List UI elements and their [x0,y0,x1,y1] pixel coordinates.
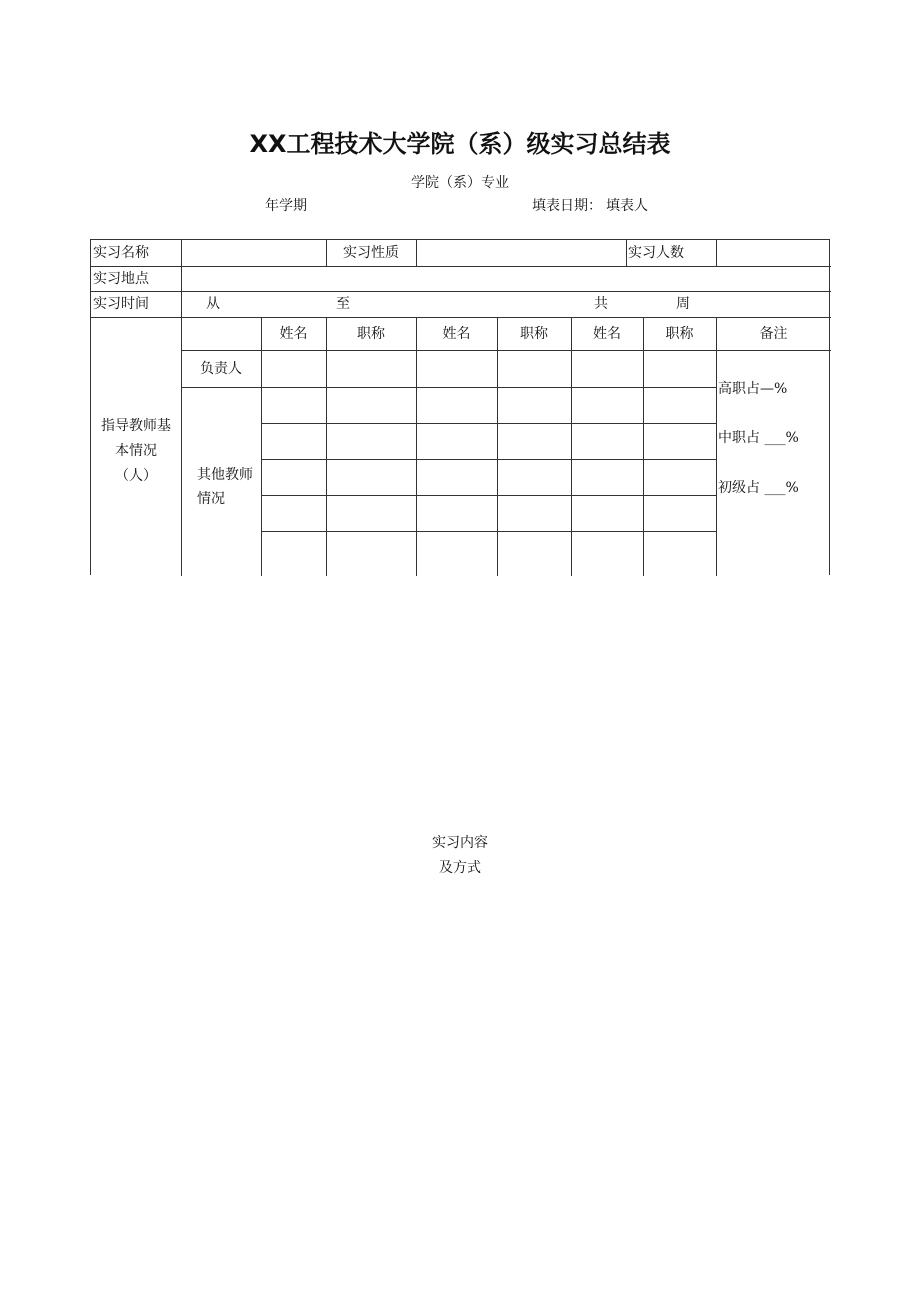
middle-ratio-remark: 中职占 ___% [718,430,799,446]
col-header-name: 姓名 [442,326,471,342]
college-major-line: 学院（系）专业 [411,175,509,191]
col-header-title: 职称 [520,326,548,342]
practice-content-label-line: 及方式 [439,860,481,876]
filler-label: 填表人 [606,198,648,214]
summary-table [90,239,830,575]
col-header-name: 姓名 [593,326,621,342]
teacher-section-label-line: 指导教师基 [101,418,171,434]
col-header-name: 姓名 [279,326,308,342]
practice-count-label: 实习人数 [628,245,684,261]
practice-nature-label: 实习性质 [343,245,399,261]
practice-location-label: 实习地点 [93,271,149,287]
junior-ratio-remark: 初级占 ___% [718,480,799,496]
row-divider [91,266,831,267]
col-divider [716,317,717,576]
col-divider [326,317,327,576]
row-divider [716,350,831,351]
col-divider [416,317,417,576]
col-divider [497,317,498,576]
teacher-section-label-line: （人） [115,468,157,484]
to-label: 至 [336,296,350,312]
row-divider [91,317,831,318]
practice-name-label: 实习名称 [93,245,149,261]
col-header-title: 职称 [665,326,694,342]
col-divider [643,317,644,576]
leader-label: 负责人 [200,361,242,377]
other-teachers-label-line: 情况 [197,491,225,507]
col-divider [626,240,627,266]
col-header-title: 职称 [357,326,385,342]
row-divider [91,291,831,292]
fill-date-label: 填表日期： [532,198,602,214]
teacher-section-label [91,414,181,489]
row-divider [261,423,716,424]
page-title: XX工程技术大学院（系）级实习总结表 [249,130,671,158]
term-label: 年学期 [265,198,307,214]
col-divider [416,240,417,266]
col-divider [181,240,182,576]
other-teachers-label-line: 其他教师 [197,467,253,483]
row-divider [261,495,716,496]
col-divider [571,317,572,576]
other-teachers-label [197,463,253,511]
row-divider [261,459,716,460]
total-label: 共 [594,296,608,312]
teacher-section-label-line: 本情况 [115,443,157,459]
from-label: 从 [206,296,220,312]
row-divider [261,531,716,532]
fill-info [532,195,652,215]
weeks-label: 周 [676,296,690,312]
col-divider [261,317,262,576]
practice-content-label [0,831,920,881]
practice-content-label-line: 实习内容 [432,835,488,851]
practice-time-label: 实习时间 [93,296,149,312]
col-divider [716,240,717,266]
senior-ratio-remark: 高职占—% [718,381,788,397]
col-header-remark: 备注 [759,326,788,342]
